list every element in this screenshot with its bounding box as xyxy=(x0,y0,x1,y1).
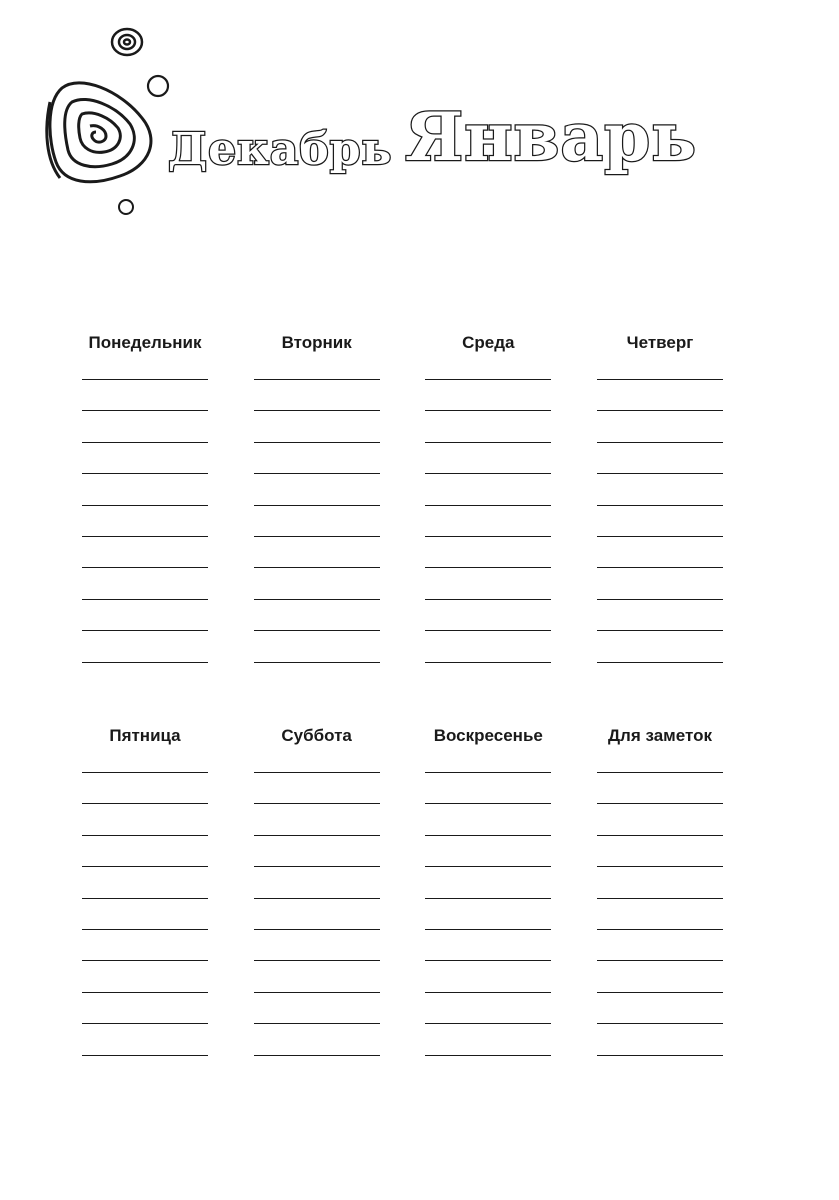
writing-line[interactable] xyxy=(82,504,208,506)
writing-line[interactable] xyxy=(425,1054,551,1056)
writing-line[interactable] xyxy=(254,441,380,443)
writing-line[interactable] xyxy=(82,959,208,961)
writing-line[interactable] xyxy=(597,865,723,867)
writing-line[interactable] xyxy=(254,802,380,804)
month-title-next: Январь xyxy=(405,98,698,176)
writing-line[interactable] xyxy=(254,566,380,568)
writing-lines[interactable] xyxy=(252,771,382,1056)
writing-line[interactable] xyxy=(425,771,551,773)
writing-line[interactable] xyxy=(82,897,208,899)
writing-line[interactable] xyxy=(254,409,380,411)
day-column xyxy=(80,726,210,1085)
writing-line[interactable] xyxy=(82,409,208,411)
writing-line[interactable] xyxy=(597,1054,723,1056)
day-column xyxy=(423,333,553,692)
day-column xyxy=(423,726,553,1085)
writing-line[interactable] xyxy=(425,535,551,537)
writing-lines[interactable] xyxy=(595,378,725,663)
month-title-current: Декабрь xyxy=(168,124,393,175)
writing-line[interactable] xyxy=(425,504,551,506)
writing-line[interactable] xyxy=(82,865,208,867)
writing-line[interactable] xyxy=(254,959,380,961)
day-column xyxy=(252,333,382,692)
writing-line[interactable] xyxy=(597,378,723,380)
writing-line[interactable] xyxy=(425,441,551,443)
day-title: Для заметок xyxy=(607,726,712,745)
writing-line[interactable] xyxy=(597,409,723,411)
writing-line[interactable] xyxy=(425,378,551,380)
writing-line[interactable] xyxy=(597,472,723,474)
writing-line[interactable] xyxy=(425,834,551,836)
writing-line[interactable] xyxy=(425,409,551,411)
writing-line[interactable] xyxy=(82,629,208,631)
writing-line[interactable] xyxy=(597,1022,723,1024)
writing-line[interactable] xyxy=(425,928,551,930)
writing-line[interactable] xyxy=(425,629,551,631)
writing-line[interactable] xyxy=(254,629,380,631)
writing-line[interactable] xyxy=(254,472,380,474)
writing-line[interactable] xyxy=(425,802,551,804)
writing-line[interactable] xyxy=(254,928,380,930)
day-column xyxy=(595,726,725,1085)
writing-line[interactable] xyxy=(82,598,208,600)
writing-line[interactable] xyxy=(254,598,380,600)
day-title: Вторник xyxy=(281,333,352,352)
day-title: Понедельник xyxy=(88,333,202,352)
circle-icon xyxy=(112,29,142,55)
writing-line[interactable] xyxy=(254,771,380,773)
writing-lines[interactable] xyxy=(80,771,210,1056)
writing-line[interactable] xyxy=(597,566,723,568)
writing-lines[interactable] xyxy=(80,378,210,663)
planner-row-bottom xyxy=(80,726,725,1085)
planner-row-top xyxy=(80,333,725,692)
writing-line[interactable] xyxy=(425,661,551,663)
day-title: Четверг xyxy=(626,333,694,352)
writing-line[interactable] xyxy=(597,897,723,899)
writing-line[interactable] xyxy=(82,991,208,993)
writing-line[interactable] xyxy=(425,959,551,961)
writing-lines[interactable] xyxy=(595,771,725,1056)
writing-lines[interactable] xyxy=(423,378,553,663)
writing-line[interactable] xyxy=(82,771,208,773)
day-title: Воскресенье xyxy=(433,726,543,745)
writing-lines[interactable] xyxy=(252,378,382,663)
writing-line[interactable] xyxy=(597,535,723,537)
day-title: Среда xyxy=(462,333,515,352)
writing-line[interactable] xyxy=(82,928,208,930)
writing-line[interactable] xyxy=(254,378,380,380)
writing-line[interactable] xyxy=(597,802,723,804)
writing-line[interactable] xyxy=(597,928,723,930)
day-column xyxy=(252,726,382,1085)
writing-line[interactable] xyxy=(254,834,380,836)
writing-line[interactable] xyxy=(597,959,723,961)
writing-line[interactable] xyxy=(597,991,723,993)
writing-line[interactable] xyxy=(597,441,723,443)
writing-line[interactable] xyxy=(425,472,551,474)
writing-line[interactable] xyxy=(425,1022,551,1024)
circle-icon xyxy=(148,76,168,96)
writing-line[interactable] xyxy=(82,472,208,474)
writing-line[interactable] xyxy=(82,1022,208,1024)
writing-line[interactable] xyxy=(425,897,551,899)
writing-line[interactable] xyxy=(82,441,208,443)
day-title: Пятница xyxy=(109,726,181,745)
writing-line[interactable] xyxy=(254,535,380,537)
writing-line[interactable] xyxy=(597,598,723,600)
writing-line[interactable] xyxy=(254,1054,380,1056)
day-column xyxy=(80,333,210,692)
writing-line[interactable] xyxy=(425,991,551,993)
spiral-icon xyxy=(47,83,151,182)
writing-line[interactable] xyxy=(425,566,551,568)
writing-line[interactable] xyxy=(597,834,723,836)
writing-line[interactable] xyxy=(597,661,723,663)
writing-line[interactable] xyxy=(597,771,723,773)
writing-line[interactable] xyxy=(82,566,208,568)
writing-line[interactable] xyxy=(82,535,208,537)
writing-line[interactable] xyxy=(425,598,551,600)
writing-line[interactable] xyxy=(425,865,551,867)
day-column xyxy=(595,333,725,692)
writing-line[interactable] xyxy=(254,504,380,506)
circle-icon xyxy=(119,200,133,214)
writing-line[interactable] xyxy=(254,897,380,899)
writing-line[interactable] xyxy=(82,1054,208,1056)
writing-line[interactable] xyxy=(82,378,208,380)
writing-line[interactable] xyxy=(82,834,208,836)
day-title: Суббота xyxy=(281,726,352,745)
writing-line[interactable] xyxy=(254,865,380,867)
writing-line[interactable] xyxy=(597,629,723,631)
writing-line[interactable] xyxy=(254,661,380,663)
writing-lines[interactable] xyxy=(423,771,553,1056)
writing-line[interactable] xyxy=(82,661,208,663)
writing-line[interactable] xyxy=(254,1022,380,1024)
writing-line[interactable] xyxy=(254,991,380,993)
writing-line[interactable] xyxy=(597,504,723,506)
writing-line[interactable] xyxy=(82,802,208,804)
